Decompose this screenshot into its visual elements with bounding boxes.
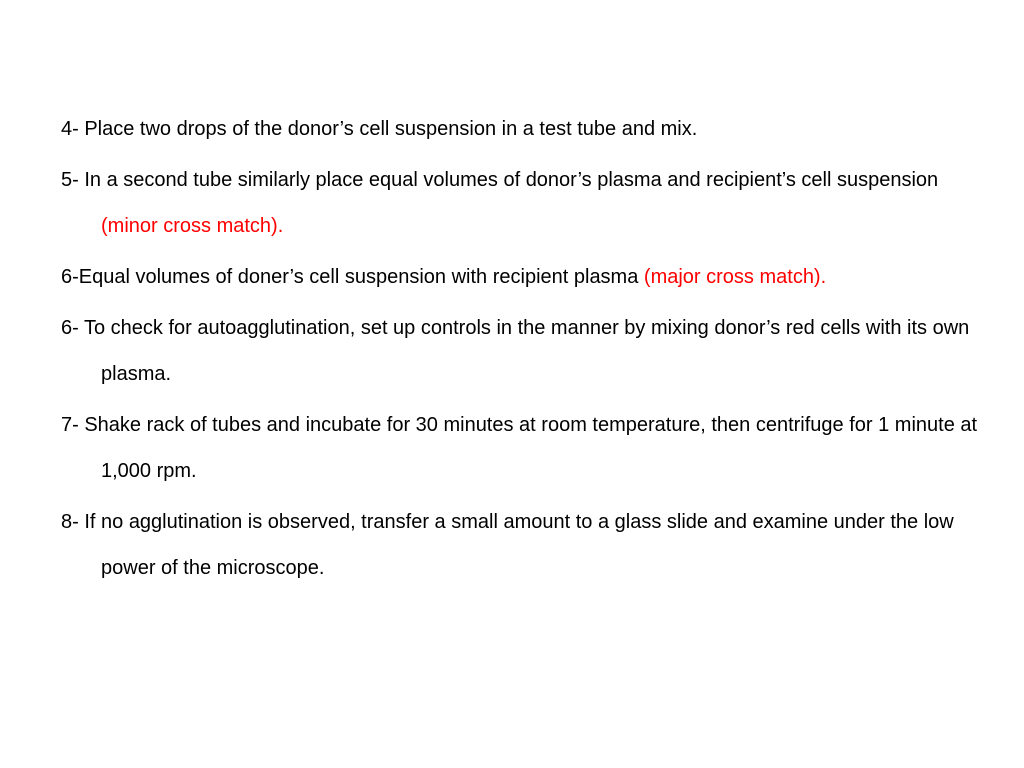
step-text: 7- Shake rack of tubes and incubate for 30 minutes at room temperature, then centrifuge for 1 minute at 1,000 rpm. (61, 414, 978, 482)
step-highlight: (minor cross match). (101, 215, 284, 237)
step-text: 6- To check for autoagglutination, set up controls in the manner by mixing donor’s red cells with its own plasma. (61, 317, 970, 385)
procedure-steps (61, 106, 981, 596)
step-5 (61, 157, 981, 249)
step-text: 4- Place two drops of the donor’s cell suspension in a test tube and mix. (61, 118, 698, 140)
step-text: 6-Equal volumes of doner’s cell suspension with recipient plasma (61, 266, 644, 288)
step-6-autoagglutination (61, 305, 981, 397)
step-4 (61, 106, 981, 152)
step-7 (61, 402, 981, 494)
step-text: 8- If no agglutination is observed, transfer a small amount to a glass slide and examine under the low power of the microscope. (61, 511, 954, 579)
step-text: 5- In a second tube similarly place equal volumes of donor’s plasma and recipient’s cell suspension (61, 169, 939, 191)
step-highlight: (major cross match). (643, 266, 827, 288)
step-6-major-cross-match (61, 254, 981, 300)
step-8 (61, 499, 981, 591)
